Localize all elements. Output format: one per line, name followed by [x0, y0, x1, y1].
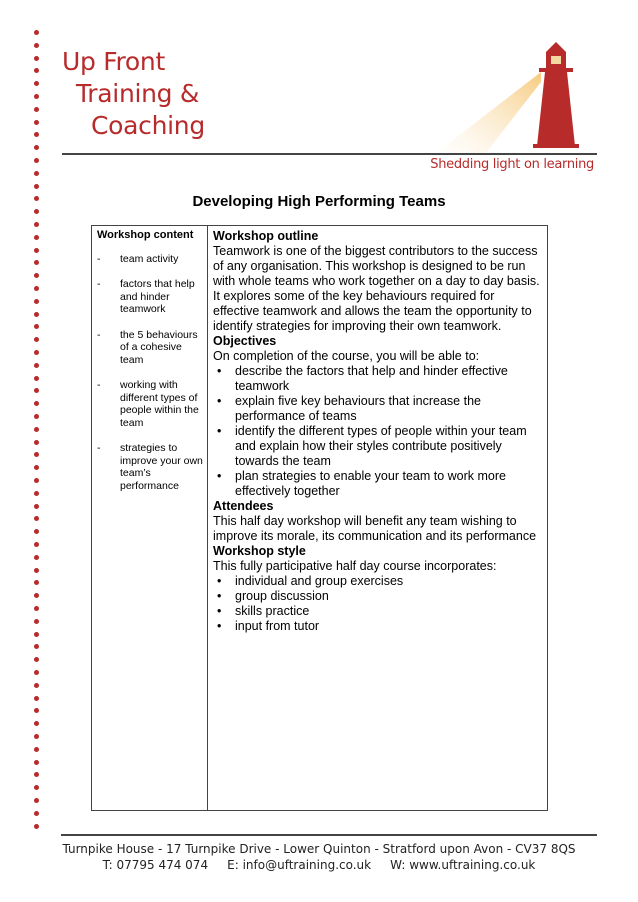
page-title: Developing High Performing Teams [192, 193, 446, 210]
logo-line-1: Up Front [62, 47, 165, 76]
border-dot [34, 94, 39, 99]
attendees-heading: Attendees [213, 499, 274, 513]
border-dot [34, 452, 39, 457]
column-divider [207, 226, 208, 810]
border-dot [34, 56, 39, 61]
workshop-style-list [213, 574, 543, 634]
border-dot [34, 785, 39, 790]
border-dot [34, 606, 39, 611]
content-table [91, 225, 548, 811]
objective-item: • describe the factors that help and hinder effective teamwork [213, 364, 543, 394]
border-dot [34, 798, 39, 803]
border-dot [34, 43, 39, 48]
border-dot [34, 222, 39, 227]
style-item: • individual and group exercises [213, 574, 543, 589]
outline-text: Teamwork is one of the biggest contributors to the success of any organisation. This workshop is designed to be run with whole teams who work together on a day to day basis. It explores some of the key behaviours required for effective teamwork and allows the team the opportunity to identify strategies for improving their own teamwork. [213, 244, 540, 333]
border-dot [34, 81, 39, 86]
objectives-intro: On completion of the course, you will be able to: [213, 349, 480, 363]
footer-address: Turnpike House - 17 Turnpike Drive - Lower Quinton - Stratford upon Avon - CV37 8QS [62, 842, 576, 856]
border-dot [34, 132, 39, 137]
list-item [97, 442, 205, 492]
dash-bullet: - [97, 278, 101, 290]
header-divider [62, 153, 597, 155]
objective-item: • identify the different types of people within your team and explain how their styles contribute positively towards the team [213, 424, 543, 469]
border-dot [34, 184, 39, 189]
border-dot [34, 286, 39, 291]
footer-divider [61, 834, 597, 836]
objectives-heading: Objectives [213, 334, 277, 348]
border-dot [34, 772, 39, 777]
lighthouse-icon [415, 36, 605, 154]
dash-bullet: - [97, 252, 101, 265]
logo-line-2: Training & [76, 79, 200, 108]
dotted-margin-border [34, 30, 42, 835]
light-beam [435, 72, 541, 154]
border-dot [34, 721, 39, 726]
border-dot [34, 644, 39, 649]
border-dot [34, 760, 39, 765]
workshop-outline-column [213, 229, 543, 634]
border-dot [34, 824, 39, 829]
border-dot [34, 593, 39, 598]
lighthouse-window [551, 56, 561, 64]
border-dot [34, 504, 39, 509]
border-dot [34, 657, 39, 662]
border-dot [34, 324, 39, 329]
border-dot [34, 516, 39, 521]
border-dot [34, 696, 39, 701]
border-dot [34, 683, 39, 688]
border-dot [34, 478, 39, 483]
workshop-style-intro: This fully participative half day course incorporates: [213, 559, 497, 573]
border-dot [34, 580, 39, 585]
border-dot [34, 670, 39, 675]
border-dot [34, 235, 39, 240]
dash-bullet: - [97, 379, 101, 391]
list-item-text: the 5 behaviours of a cohesive team [120, 328, 198, 366]
border-dot [34, 542, 39, 547]
border-dot [34, 30, 39, 35]
list-item [97, 379, 205, 429]
list-item-text: working with different types of people within the team [120, 379, 199, 429]
border-dot [34, 440, 39, 445]
lighthouse-base [533, 144, 579, 148]
list-item [97, 278, 205, 316]
logo-line-3: Coaching [91, 111, 205, 140]
border-dot [34, 158, 39, 163]
objective-item: • explain five key behaviours that increase the performance of teams [213, 394, 543, 424]
border-dot [34, 427, 39, 432]
lighthouse-gallery [539, 68, 573, 72]
workshop-content-heading: Workshop content [97, 229, 194, 241]
border-dot [34, 529, 39, 534]
list-item-text: factors that help and hinder teamwork [120, 278, 195, 315]
lighthouse-roof [546, 42, 566, 52]
workshop-style-heading: Workshop style [213, 544, 306, 558]
border-dot [34, 171, 39, 176]
border-dot [34, 312, 39, 317]
attendees-text: This half day workshop will benefit any team wishing to improve its morale, its communication and its performance [213, 514, 537, 543]
workshop-content-column [97, 229, 205, 505]
border-dot [34, 811, 39, 816]
border-dot [34, 414, 39, 419]
border-dot [34, 120, 39, 125]
border-dot [34, 632, 39, 637]
border-dot [34, 747, 39, 752]
border-dot [34, 299, 39, 304]
style-item: • group discussion [213, 589, 543, 604]
footer-contact: T: 07795 474 074 E: info@uftraining.co.uk W: www.uftraining.co.uk [102, 858, 536, 872]
style-item: • input from tutor [213, 619, 543, 634]
list-item [97, 329, 205, 367]
objective-item: • plan strategies to enable your team to work more effectively together [213, 469, 543, 499]
list-item-text: team activity [120, 252, 179, 265]
dash-bullet: - [97, 328, 101, 341]
border-dot [34, 68, 39, 73]
border-dot [34, 491, 39, 496]
dash-bullet: - [97, 442, 101, 454]
border-dot [34, 350, 39, 355]
border-dot [34, 734, 39, 739]
border-dot [34, 568, 39, 573]
tagline: Shedding light on learning [430, 157, 594, 172]
border-dot [34, 619, 39, 624]
border-dot [34, 388, 39, 393]
border-dot [34, 337, 39, 342]
border-dot [34, 248, 39, 253]
border-dot [34, 465, 39, 470]
border-dot [34, 376, 39, 381]
company-logo [62, 46, 205, 142]
outline-heading: Workshop outline [213, 229, 319, 243]
border-dot [34, 107, 39, 112]
border-dot [34, 363, 39, 368]
border-dot [34, 260, 39, 265]
list-item-text: strategies to improve your own team’s performance [120, 442, 203, 492]
lighthouse-tower [537, 72, 575, 146]
list-item [97, 253, 205, 266]
border-dot [34, 401, 39, 406]
border-dot [34, 145, 39, 150]
objectives-list [213, 364, 543, 499]
border-dot [34, 708, 39, 713]
border-dot [34, 273, 39, 278]
style-item: • skills practice [213, 604, 543, 619]
border-dot [34, 555, 39, 560]
